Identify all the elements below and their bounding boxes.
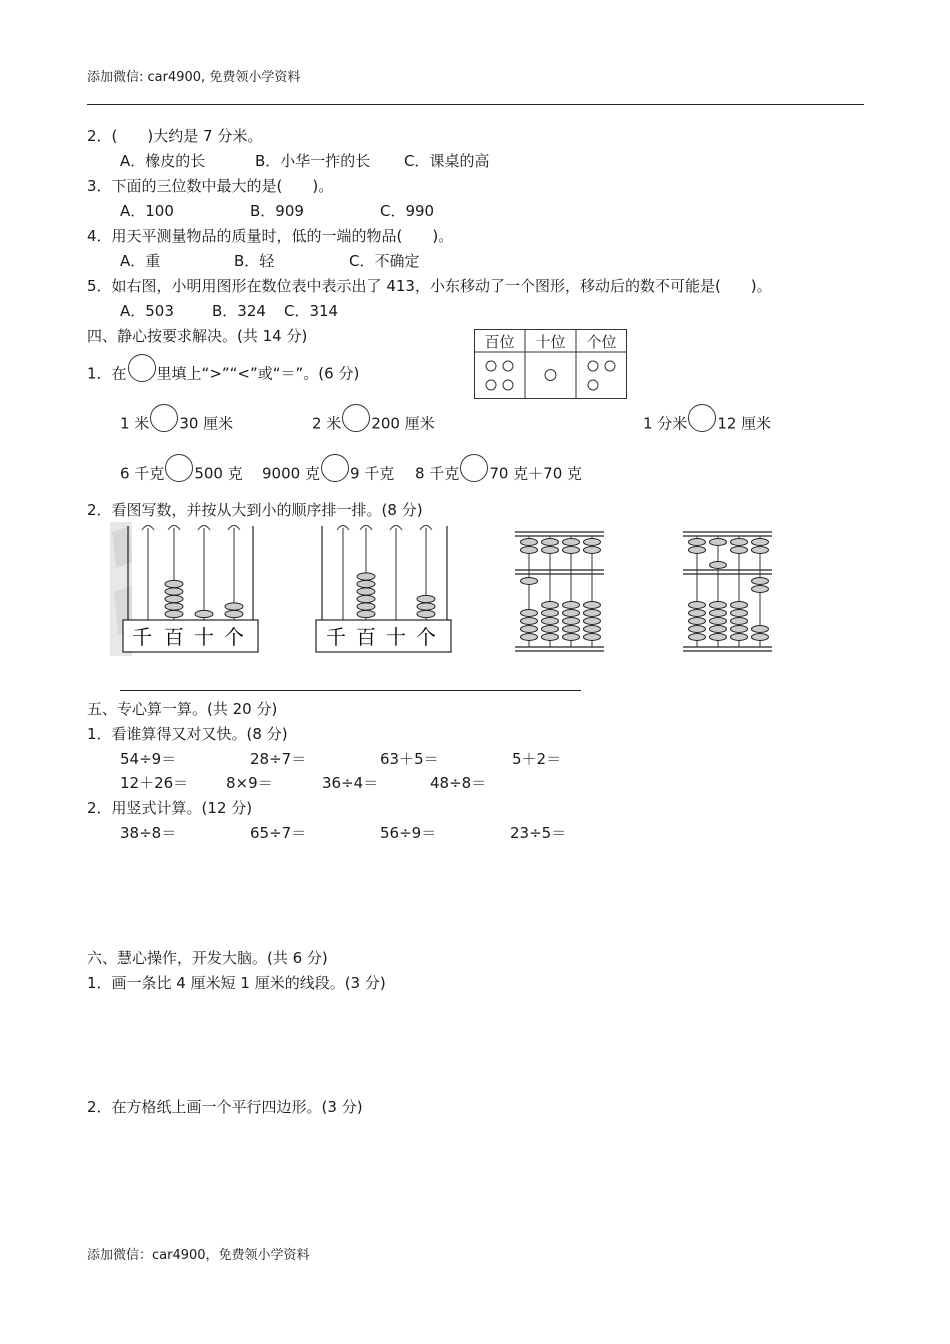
ones-circle — [588, 380, 598, 390]
lower-bead — [563, 602, 580, 609]
lower-bead — [584, 618, 601, 625]
upper-bead — [752, 547, 769, 554]
lower-bead — [542, 618, 559, 625]
lower-bead — [542, 602, 559, 609]
upper-bead — [689, 539, 706, 546]
header-hundreds: 百位 — [484, 333, 515, 351]
answer-circle[interactable] — [165, 454, 193, 482]
bead — [357, 580, 375, 587]
bead — [357, 595, 375, 602]
upper-bead — [542, 539, 559, 546]
lower-bead — [689, 626, 706, 633]
compare-item — [120, 460, 243, 488]
lower-bead — [710, 634, 727, 641]
compare-item — [312, 410, 435, 438]
calc-item: 5＋2＝ — [512, 750, 562, 768]
lower-bead — [710, 618, 727, 625]
q4-option-c: C．不确定 — [349, 252, 420, 270]
section-4-title: 四、静心按要求解决。(共 14 分) — [87, 327, 308, 345]
q5-option-b: B．324 — [212, 302, 266, 320]
q2-option-b: B．小华一拃的长 — [255, 152, 371, 170]
compare-right: 500 克 — [194, 464, 243, 483]
lower-bead — [563, 634, 580, 641]
header-note: 添加微信: car4900, 免费领小学资料 — [87, 70, 301, 85]
lower-bead — [731, 618, 748, 625]
q3-stem: 3．下面的三位数中最大的是( )。 — [87, 177, 334, 195]
section-6-title: 六、慧心操作，开发大脑。(共 6 分) — [87, 949, 328, 967]
compare-left: 1 分米 — [643, 414, 688, 433]
hundreds-circle — [486, 380, 496, 390]
footer-note: 添加微信：car4900，免费领小学资料 — [87, 1248, 310, 1263]
bead — [357, 573, 375, 580]
compare-right: 200 厘米 — [371, 414, 435, 433]
calc-item: 65÷7＝ — [250, 824, 307, 842]
q4-option-b: B．轻 — [234, 252, 275, 270]
answer-circle[interactable] — [460, 454, 488, 482]
lower-bead — [710, 626, 727, 633]
q3-option-b: B．909 — [250, 202, 304, 220]
bead — [165, 610, 183, 617]
lower-bead — [521, 626, 538, 633]
lower-bead — [584, 602, 601, 609]
lower-bead — [542, 634, 559, 641]
label-hundreds: 百 — [356, 625, 376, 649]
ones-circle — [588, 361, 598, 371]
answer-line[interactable] — [120, 690, 581, 691]
label-thousands: 千 — [326, 625, 346, 649]
compare-left: 6 千克 — [120, 464, 165, 483]
lower-bead — [731, 610, 748, 617]
label-tens: 十 — [386, 625, 406, 649]
answer-circle[interactable] — [342, 404, 370, 432]
rod-abacus-2 — [310, 522, 455, 658]
hundreds-circle — [486, 361, 496, 371]
section-5-title: 五、专心算一算。(共 20 分) — [87, 700, 278, 718]
ones-circle — [605, 361, 615, 371]
lower-bead — [731, 602, 748, 609]
lower-bead — [689, 618, 706, 625]
hundreds-circle — [503, 380, 513, 390]
lower-bead — [752, 578, 769, 585]
calc-item: 12＋26＝ — [120, 774, 189, 792]
tens-circle — [545, 370, 556, 381]
lower-bead — [731, 626, 748, 633]
upper-bead — [584, 539, 601, 546]
lower-bead — [521, 578, 538, 585]
hundreds-circle — [503, 361, 513, 371]
lower-bead — [542, 610, 559, 617]
calc-item: 23÷5＝ — [510, 824, 567, 842]
header-tens: 十位 — [535, 333, 566, 351]
section-5-q2: 2．用竖式计算。(12 分) — [87, 799, 253, 817]
upper-bead — [731, 547, 748, 554]
q4-option-a: A．重 — [120, 252, 161, 270]
lower-bead — [521, 610, 538, 617]
q2-option-a: A．橡皮的长 — [120, 152, 206, 170]
upper-bead — [563, 547, 580, 554]
label-thousands: 千 — [132, 625, 152, 649]
calc-item: 28÷7＝ — [250, 750, 307, 768]
q3-option-c: C．990 — [380, 202, 435, 220]
bead — [357, 603, 375, 610]
q5-option-c: C．314 — [284, 302, 339, 320]
lower-bead — [521, 618, 538, 625]
bead — [357, 610, 375, 617]
lower-bead — [752, 586, 769, 593]
suanpan-abacus-2 — [680, 528, 776, 656]
lower-bead — [584, 626, 601, 633]
lower-bead — [752, 626, 769, 633]
bead — [225, 603, 243, 610]
lower-bead — [521, 634, 538, 641]
rod-abacus-1 — [110, 522, 262, 658]
upper-bead — [584, 547, 601, 554]
upper-bead — [521, 539, 538, 546]
lower-bead — [563, 610, 580, 617]
q2-stem: 2．( )大约是 7 分米。 — [87, 127, 263, 145]
calc-item: 54÷9＝ — [120, 750, 177, 768]
label-ones: 个 — [224, 625, 244, 649]
q4-stem: 4．用天平测量物品的质量时，低的一端的物品( )。 — [87, 227, 454, 245]
compare-right: 70 克＋70 克 — [489, 464, 583, 483]
bead — [165, 588, 183, 595]
label-ones: 个 — [416, 625, 436, 649]
lower-bead — [731, 634, 748, 641]
bead — [225, 610, 243, 617]
lower-bead — [563, 618, 580, 625]
upper-bead — [731, 539, 748, 546]
compare-item — [120, 410, 233, 438]
calc-item: 56÷9＝ — [380, 824, 437, 842]
compare-left: 2 米 — [312, 414, 342, 433]
upper-bead — [563, 539, 580, 546]
compare-item — [415, 460, 582, 488]
bead — [417, 595, 435, 602]
header-divider — [87, 104, 864, 105]
calc-item: 48÷8＝ — [430, 774, 487, 792]
upper-bead — [542, 547, 559, 554]
lower-bead — [710, 602, 727, 609]
q1-prefix: 1．在 — [87, 364, 127, 383]
compare-left: 1 米 — [120, 414, 150, 433]
lower-bead — [542, 626, 559, 633]
answer-circle[interactable] — [321, 454, 349, 482]
q2-option-c: C．课桌的高 — [404, 152, 490, 170]
bead — [195, 610, 213, 617]
section-6-q1: 1．画一条比 4 厘米短 1 厘米的线段。(3 分) — [87, 974, 386, 992]
lower-bead — [689, 634, 706, 641]
q5-option-a: A．503 — [120, 302, 174, 320]
lower-bead — [689, 610, 706, 617]
upper-bead — [752, 539, 769, 546]
section-6-q2: 2．在方格纸上画一个平行四边形。(3 分) — [87, 1098, 363, 1116]
section-4-q2: 2．看图写数，并按从大到小的顺序排一排。(8 分) — [87, 501, 423, 519]
q3-option-a: A．100 — [120, 202, 174, 220]
bead — [165, 580, 183, 587]
bead — [417, 603, 435, 610]
upper-bead — [689, 547, 706, 554]
lower-bead — [584, 634, 601, 641]
upper-bead — [710, 539, 727, 546]
compare-left: 8 千克 — [415, 464, 460, 483]
lower-bead — [563, 626, 580, 633]
bead — [357, 588, 375, 595]
suanpan-abacus-1 — [512, 528, 608, 656]
section-5-q1: 1．看谁算得又对又快。(8 分) — [87, 725, 288, 743]
label-hundreds: 百 — [164, 625, 184, 649]
calc-item: 63＋5＝ — [380, 750, 439, 768]
compare-right: 30 厘米 — [179, 414, 234, 433]
bead — [417, 610, 435, 617]
header-ones: 个位 — [586, 333, 617, 351]
answer-circle[interactable] — [688, 404, 716, 432]
compare-item — [643, 410, 771, 438]
bead — [165, 603, 183, 610]
calc-item: 8×9＝ — [226, 774, 273, 792]
q5-stem: 5．如右图，小明用图形在数位表中表示出了 413，小东移动了一个图形，移动后的数不可能是( )。 — [87, 277, 772, 295]
label-tens: 十 — [194, 625, 214, 649]
calc-item: 38÷8＝ — [120, 824, 177, 842]
bead — [165, 595, 183, 602]
compare-right: 12 厘米 — [717, 414, 772, 433]
q1-suffix: 里填上“>”“<”或“＝”。(6 分) — [156, 364, 360, 383]
section-4-q1 — [87, 360, 359, 388]
calc-item: 36÷4＝ — [322, 774, 379, 792]
lower-bead — [584, 610, 601, 617]
lower-bead — [752, 634, 769, 641]
answer-circle-icon — [128, 354, 156, 382]
compare-item — [262, 460, 394, 488]
compare-right: 9 千克 — [349, 464, 395, 483]
upper-bead — [710, 562, 727, 569]
upper-bead — [521, 547, 538, 554]
compare-left: 9000 克 — [262, 464, 320, 483]
place-value-table — [474, 329, 628, 401]
lower-bead — [710, 610, 727, 617]
lower-bead — [689, 602, 706, 609]
answer-circle[interactable] — [150, 404, 178, 432]
